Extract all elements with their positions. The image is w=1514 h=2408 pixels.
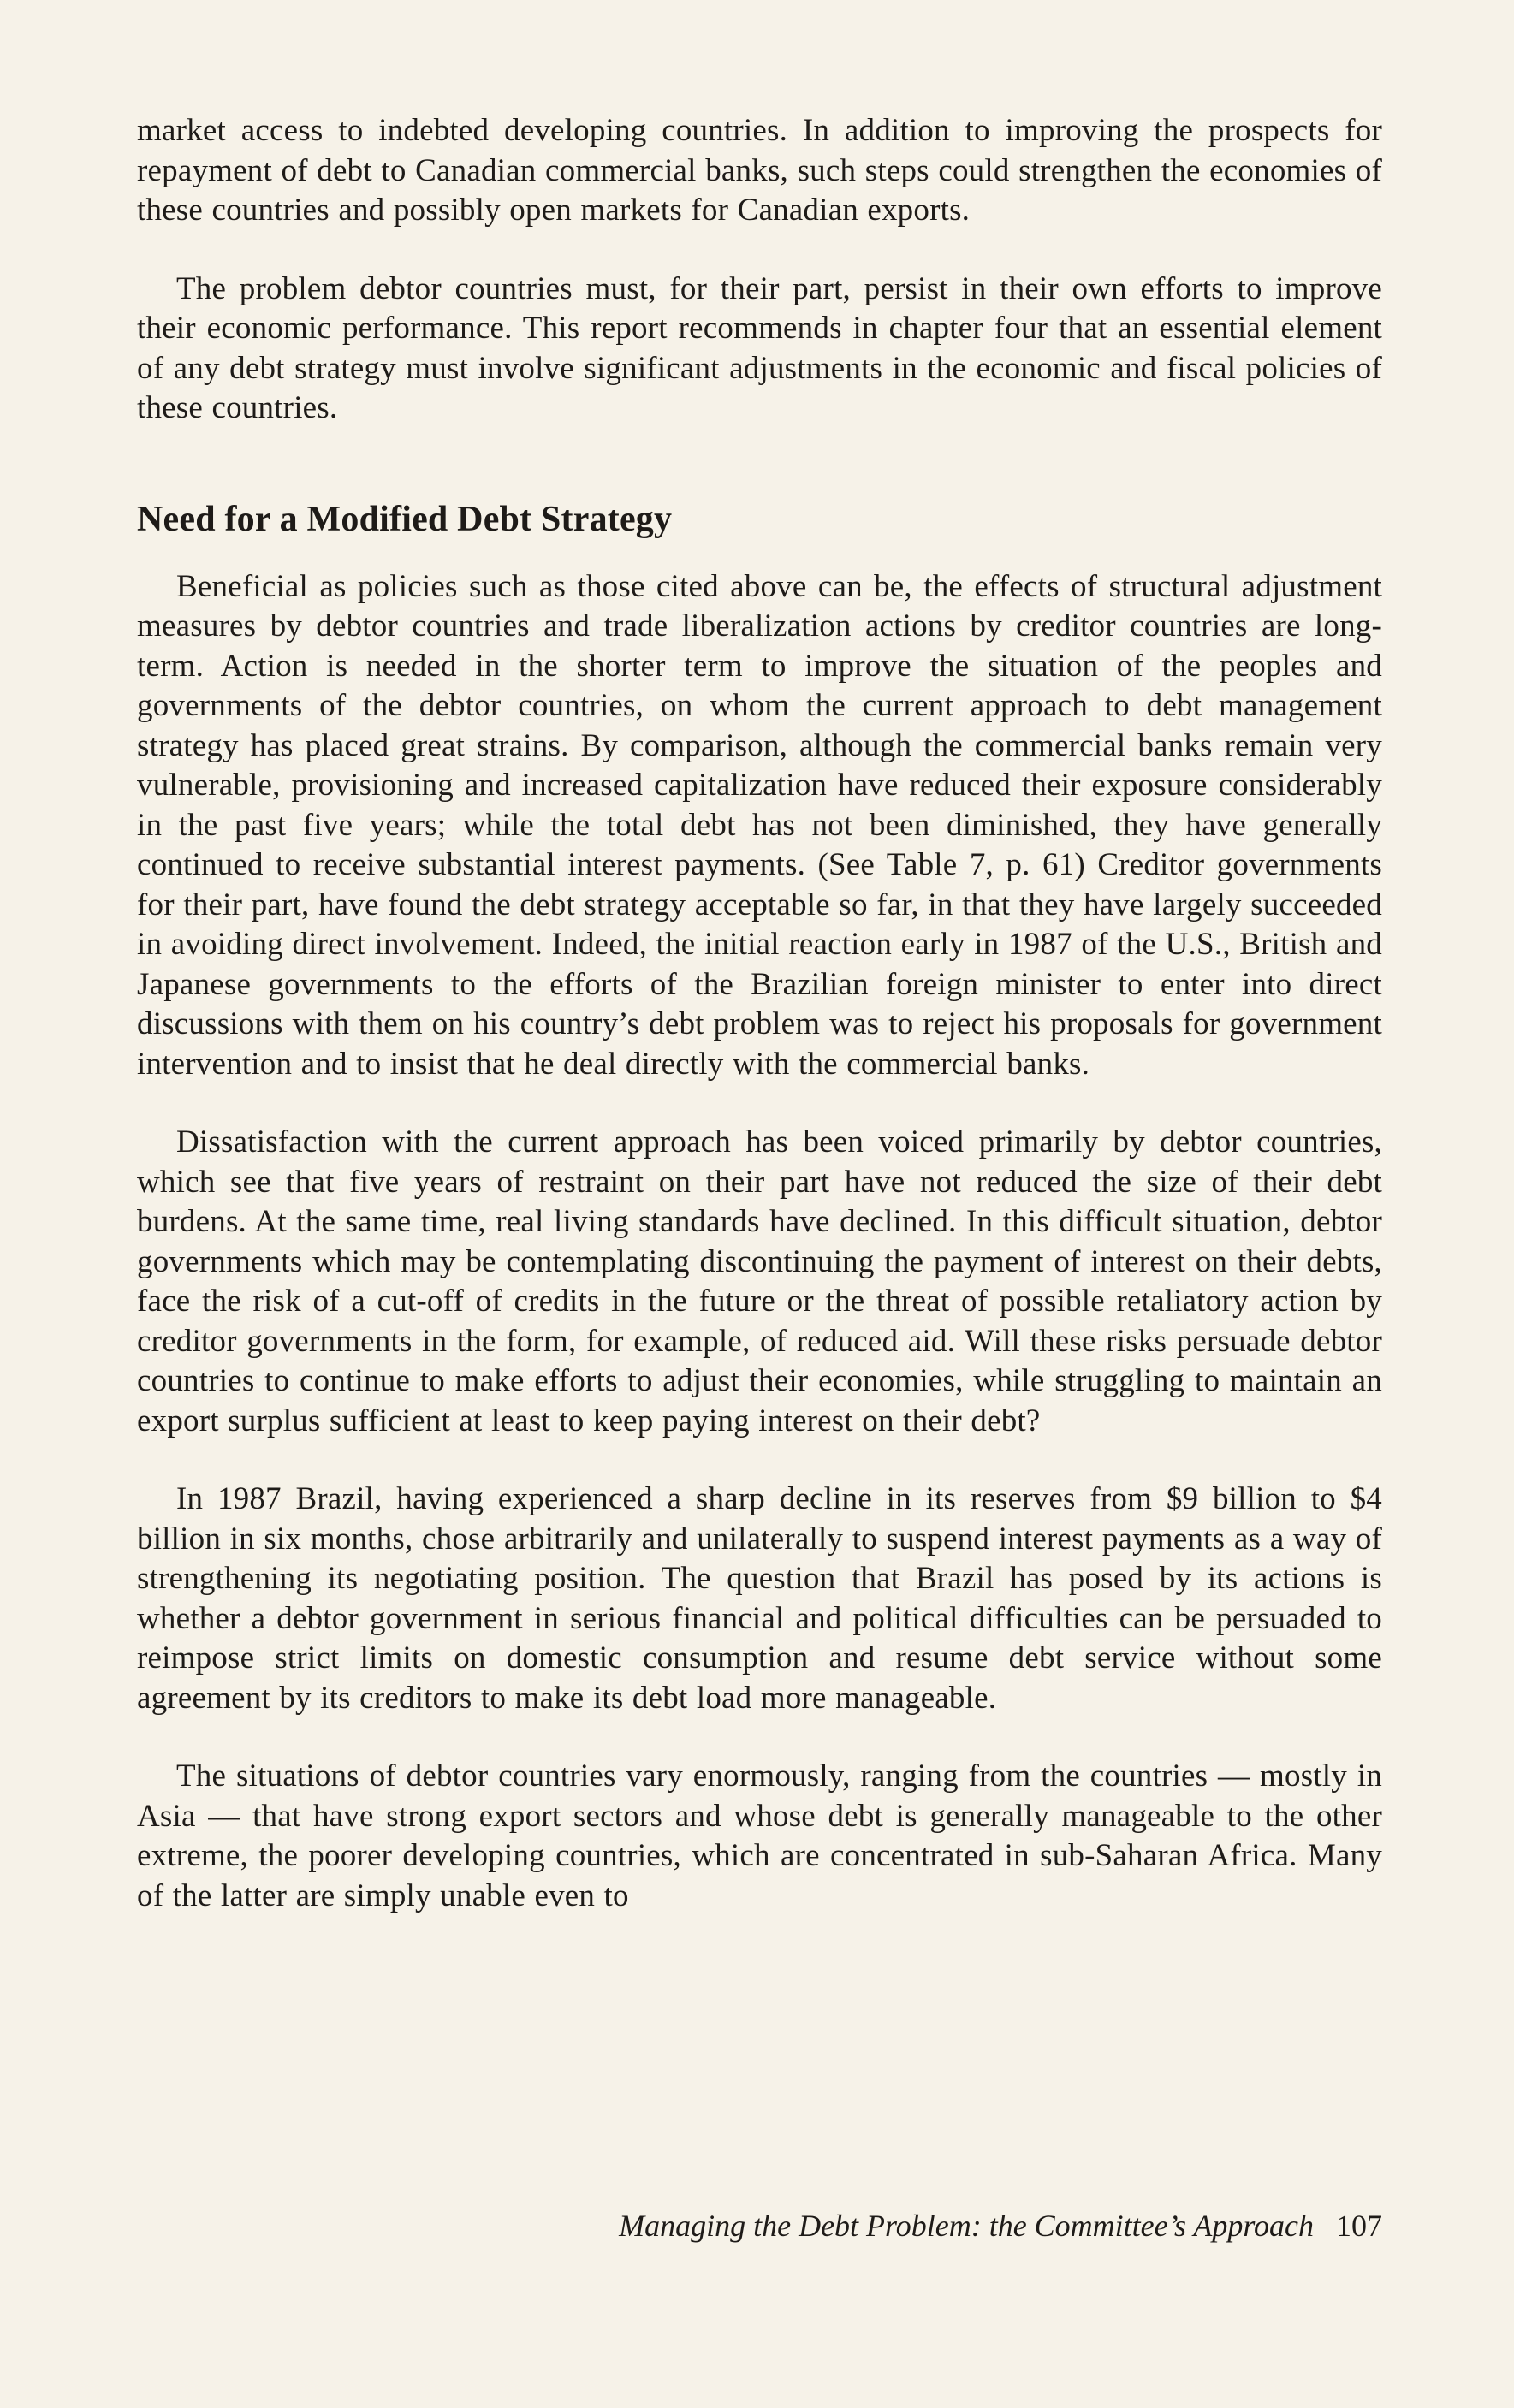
paragraph-continued: market access to indebted developing countries. In addition to improving the prospects for repayment of debt to Canadian commercial banks, such steps could strengthen the economies of these countries and possibly open markets for Canadian exports. xyxy=(137,113,1382,228)
running-title: Managing the Debt Problem: the Committee’s Approach xyxy=(619,2209,1314,2243)
page-body xyxy=(137,111,1382,1916)
paragraph-debtor-efforts: The problem debtor countries must, for their part, persist in their own efforts to improve their economic performance. This report recommends in chapter four that an essential element of any debt strategy must involve significant adjustments in the economic and fiscal policies of these countries. xyxy=(137,270,1382,425)
page-number: 107 xyxy=(1336,2209,1382,2243)
paragraph-beneficial-policies: Beneficial as policies such as those cited above can be, the effects of structural adjustment measures by debtor countries and trade liberalization actions by creditor countries are long-term. Action is needed in the shorter term to improve the situation of the peoples and governments of the debtor countries, on whom the current approach to debt management strategy has placed great strains. By comparison, although the commercial banks remain very vulnerable, provisioning and increased capitalization have reduced their exposure considerably in the past five years; while the total debt has not been diminished, they have generally continued to receive substantial interest payments. (See Table 7, p. 61) Creditor governments for their part, have found the debt strategy acceptable so far, in that they have largely succeeded in avoiding direct involvement. Indeed, the initial reaction early in 1987 of the U.S., British and Japanese governments to the efforts of the Brazilian foreign minister to enter into direct discussions with them on his country’s debt problem was to reject his proposals for government intervention and to insist that he deal directly with the commercial banks. xyxy=(137,568,1382,1082)
paragraph-situations-vary: The situations of debtor countries vary enormously, ranging from the countries — mostly in Asia — that have strong export sectors and whose debt is generally manageable to the other extreme, the poorer developing countries, which are concentrated in sub-Saharan Africa. Many of the latter are simply unable even to xyxy=(137,1759,1382,1913)
page-footer xyxy=(137,2206,1382,2245)
paragraph-brazil-1987: In 1987 Brazil, having experienced a sharp decline in its reserves from $9 billion to $4 billion in six months, chose arbitrarily and unilaterally to suspend interest payments as a way of strengthening its negotiating position. The question that Brazil has posed by its actions is whether a debtor government in serious financial and political difficulties can be persuaded to reimpose strict limits on domestic consumption and resume debt service without some agreement by its creditors to make its debt load more manageable. xyxy=(137,1481,1382,1716)
paragraph-dissatisfaction: Dissatisfaction with the current approach has been voiced primarily by debtor countries, which see that five years of restraint on their part have not reduced the size of their debt burdens. At the same time, real living standards have declined. In this difficult situation, debtor governments which may be contemplating discontinuing the payment of interest on their debts, face the risk of a cut-off of credits in the future or the threat of possible retaliatory action by creditor governments in the form, for example, of reduced aid. Will these risks persuade debtor countries to continue to make efforts to adjust their economies, while struggling to maintain an export surplus sufficient at least to keep paying interest on their debt? xyxy=(137,1124,1382,1438)
section-heading: Need for a Modified Debt Strategy xyxy=(137,499,673,539)
